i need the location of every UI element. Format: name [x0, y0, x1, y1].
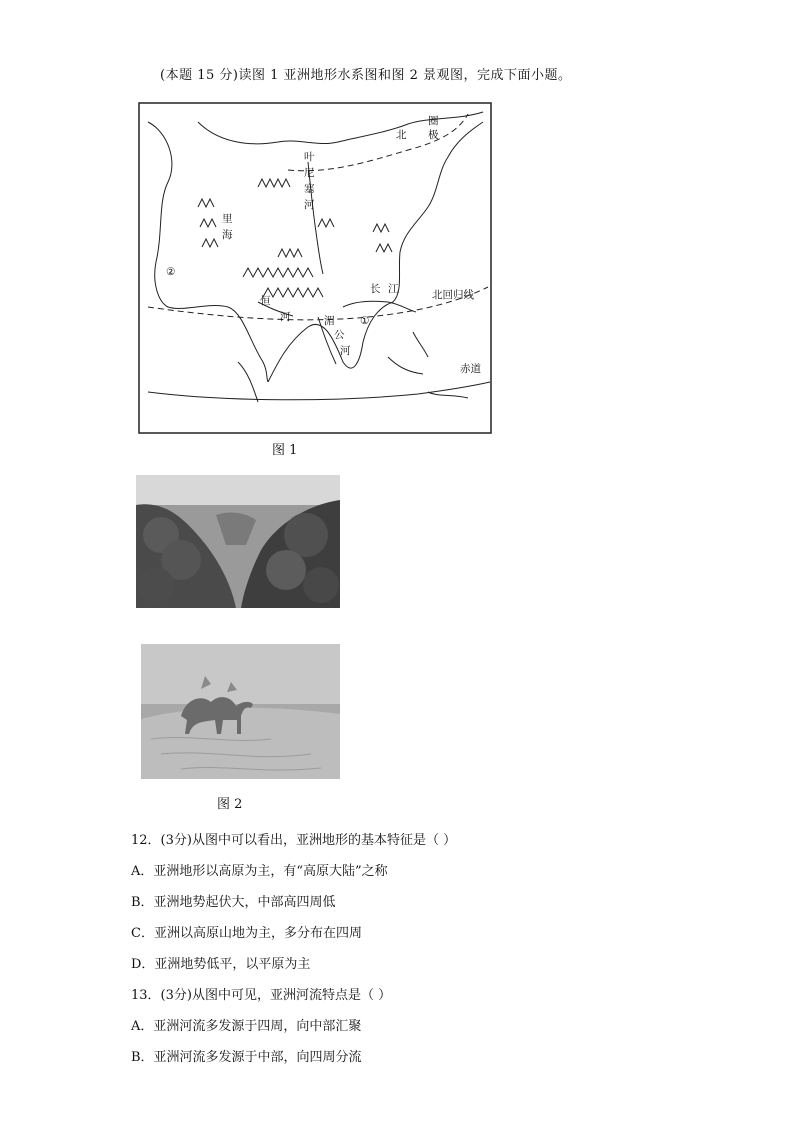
map-label-yenisei-3: 塞 — [304, 183, 315, 195]
map-label-yangtze-1: 长 — [370, 283, 381, 295]
map-label-mekong-1: 湄 — [324, 315, 335, 327]
map-label-tropic: 北回归线 — [432, 289, 474, 301]
map-label-pole-circle-1: 圈 — [428, 115, 439, 127]
map-label-equator: 赤道 — [460, 363, 481, 375]
map-marker-1: ① — [360, 315, 370, 327]
map-label-mekong-2: 公 — [334, 329, 345, 341]
question-12-option-a[interactable]: A．亚洲地形以高原为主，有“高原大陆”之称 — [131, 864, 388, 879]
question-12-stem: 12．(3分)从图中可以看出，亚洲地形的基本特征是（ ） — [131, 833, 457, 848]
map-marker-2: ② — [166, 266, 176, 278]
map-label-ganges-1: 恒 — [260, 295, 271, 307]
figure2-caption: 图 2 — [217, 797, 243, 812]
asia-terrain-map — [138, 102, 492, 434]
question-13-option-b[interactable]: B．亚洲河流多发源于中部，向四周分流 — [131, 1050, 362, 1065]
desert-camel-photo — [141, 644, 340, 779]
map-label-north: 北 — [396, 129, 407, 141]
map-label-mekong-3: 河 — [340, 345, 351, 357]
map-label-caspian-2: 海 — [222, 229, 233, 241]
question-13-option-a[interactable]: A．亚洲河流多发源于四周，向中部汇聚 — [131, 1019, 362, 1034]
question-12-option-b[interactable]: B．亚洲地势起伏大，中部高四周低 — [131, 895, 336, 910]
map-label-yangtze-2: 江 — [388, 283, 399, 295]
map-label-yenisei-2: 尼 — [304, 167, 315, 179]
question-13-stem: 13．(3分)从图中可见，亚洲河流特点是（ ） — [131, 988, 392, 1003]
figure1-caption: 图 1 — [272, 443, 298, 458]
question-12-option-c[interactable]: C．亚洲以高原山地为主，多分布在四周 — [131, 926, 362, 941]
map-label-ganges-2: 河 — [280, 311, 291, 323]
question-12-option-d[interactable]: D．亚洲地势低平，以平原为主 — [131, 957, 311, 972]
intro-text: (本题 15 分)读图 1 亚洲地形水系图和图 2 景观图，完成下面小题。 — [160, 68, 572, 83]
map-label-pole: 极 — [428, 129, 439, 141]
map-label-yenisei-1: 叶 — [304, 151, 315, 163]
forest-valley-photo — [136, 475, 340, 608]
map-label-yenisei-4: 河 — [304, 199, 315, 211]
map-label-caspian-1: 里 — [222, 213, 233, 225]
